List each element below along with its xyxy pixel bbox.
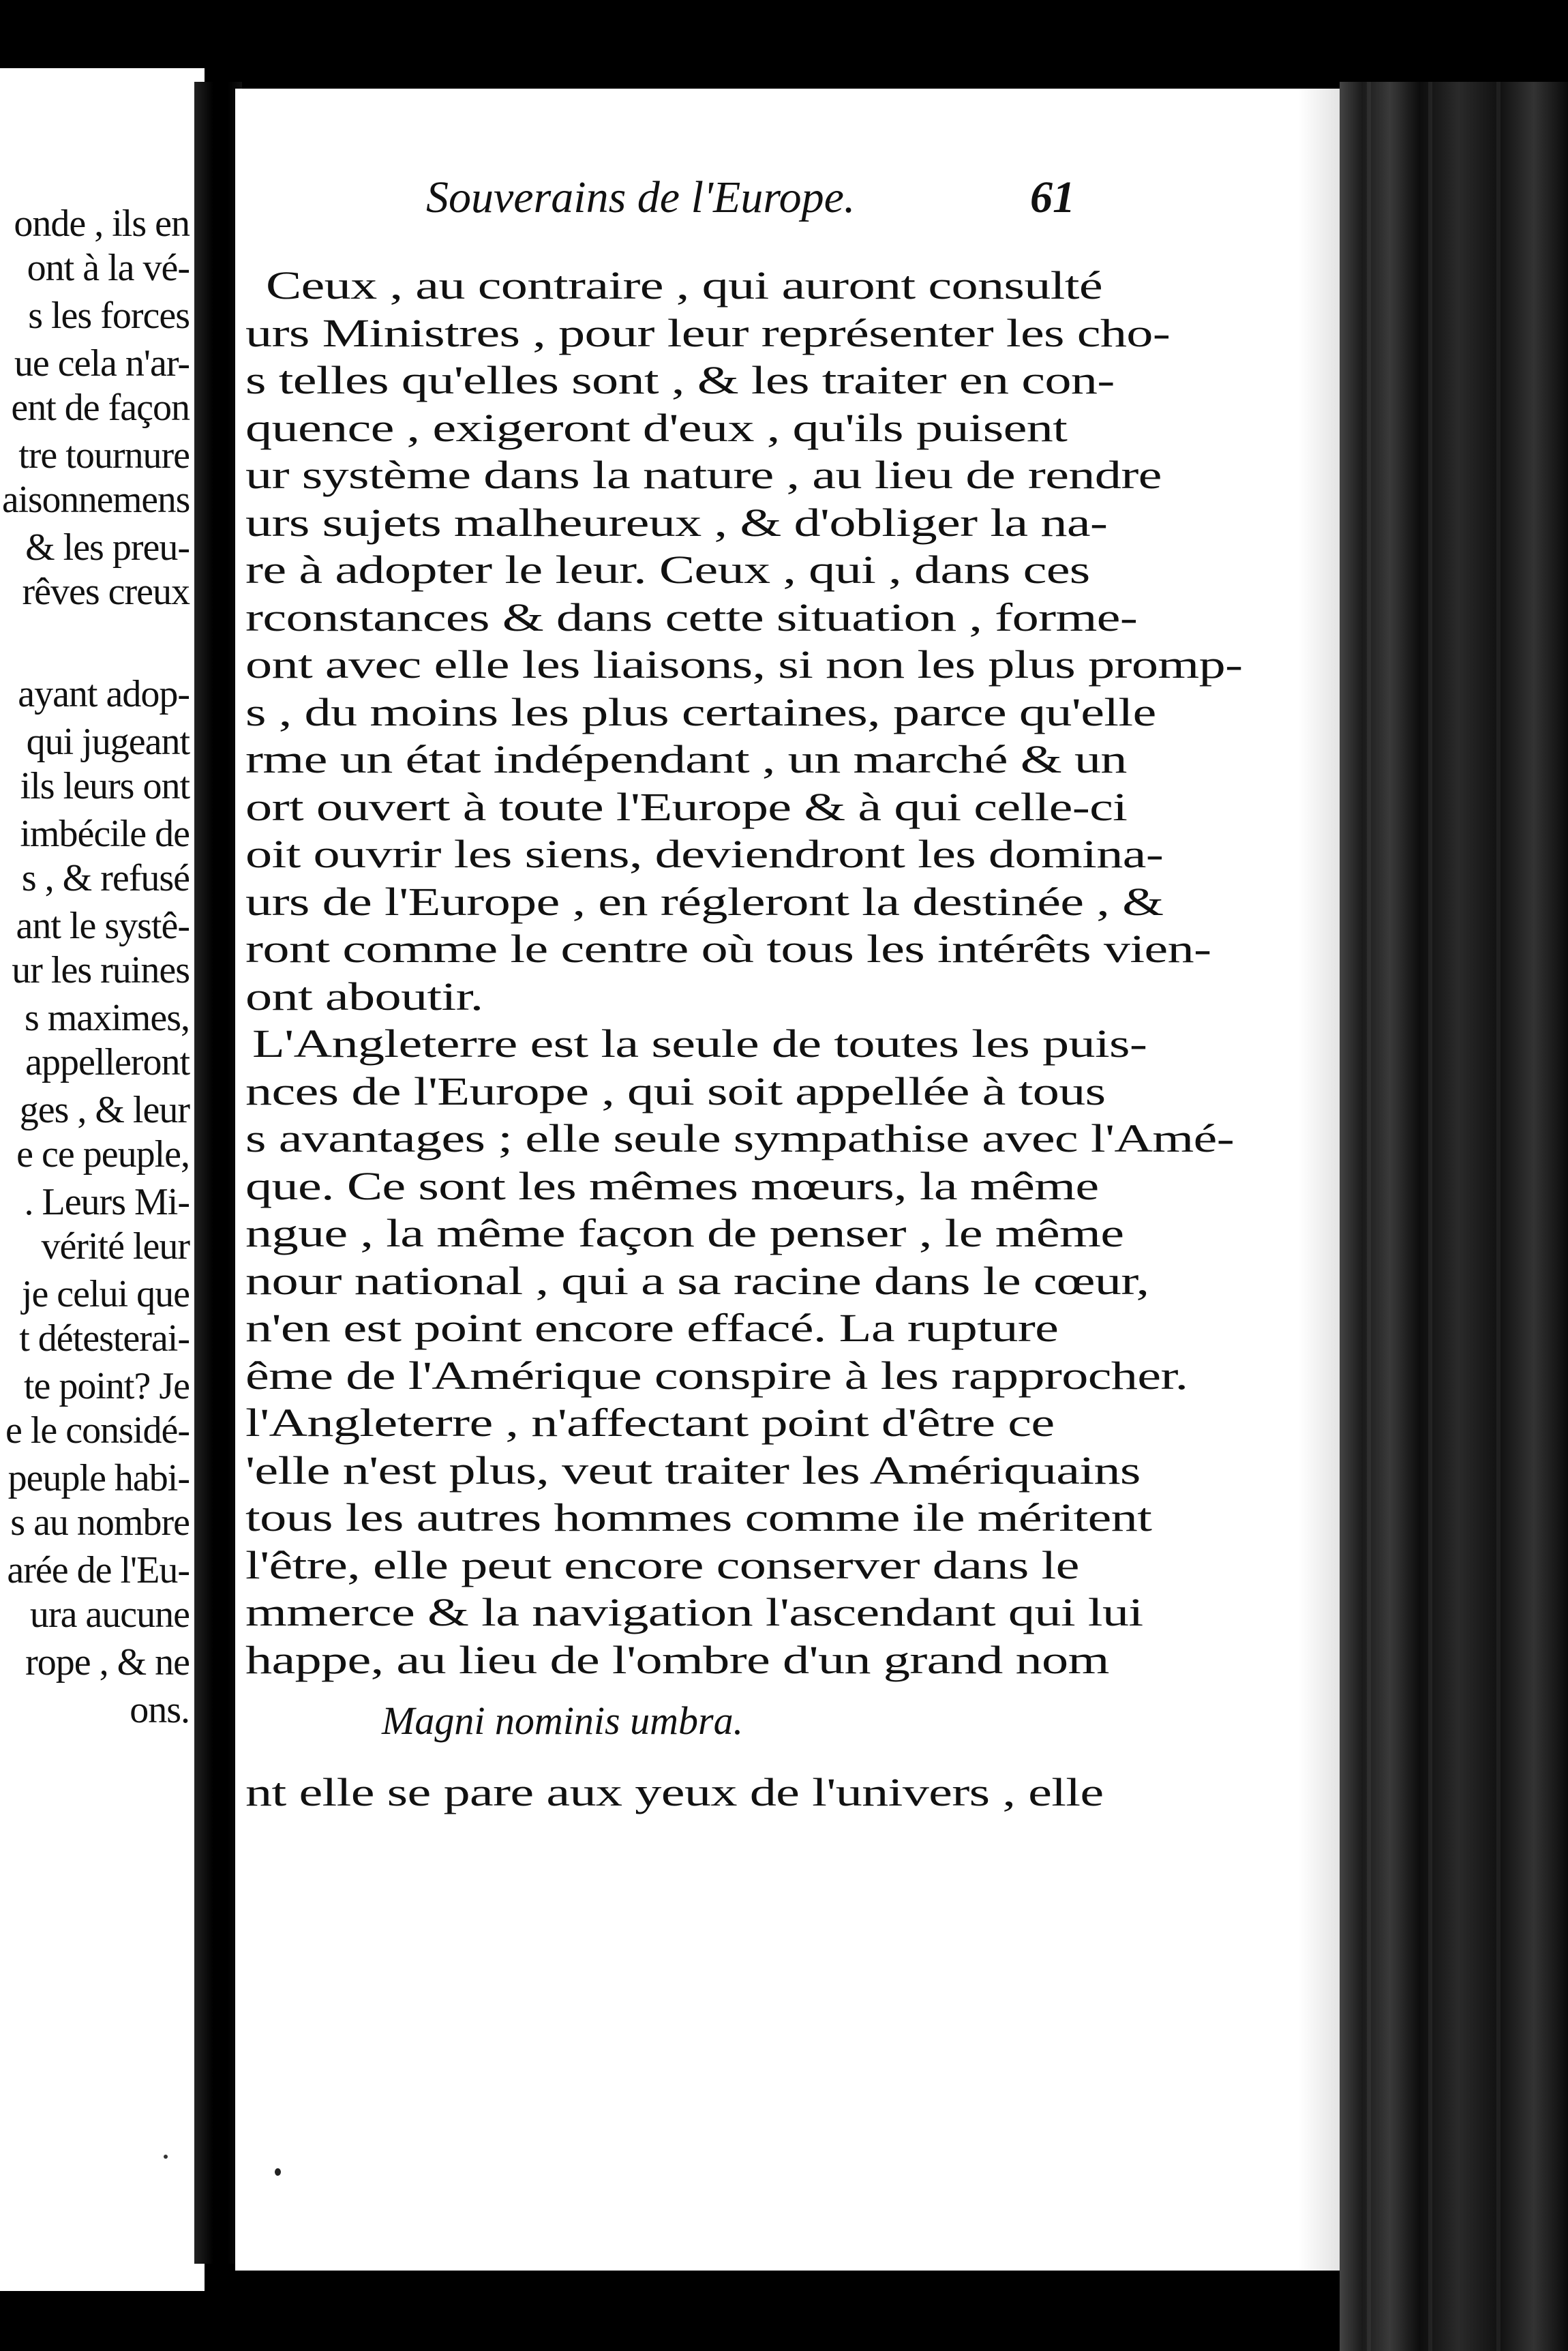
body-text-line: happe, au lieu de l'ombre d'un grand nom (245, 1638, 1109, 1682)
left-page-line: onde , ils en (14, 203, 190, 245)
body-text-line: ont aboutir. (245, 974, 483, 1019)
left-page-line: & les preu- (25, 526, 190, 569)
left-page-line: ges , & leur (19, 1089, 190, 1131)
ink-speck (164, 2155, 168, 2159)
left-page-line: arée de l'Eu- (7, 1549, 190, 1591)
body-text-line: oit ouvrir les siens, deviendront les domina- (245, 832, 1164, 876)
left-page-line: tre tournure (18, 434, 190, 477)
body-text-line: L'Angleterre est la seule de toutes les puis- (252, 1021, 1147, 1066)
left-page-line: peuple habi- (7, 1457, 190, 1499)
body-text-line: s avantages ; elle seule sympathise avec l'Amé- (245, 1116, 1234, 1160)
left-page-line: vérité leur (41, 1225, 190, 1268)
running-head: Souverains de l'Europe. (426, 173, 856, 222)
body-text-line: nces de l'Europe , qui soit appellée à tous (245, 1069, 1106, 1113)
left-page-line: ur les ruines (12, 949, 190, 991)
body-text-line: urs Ministres , pour leur représenter les cho- (245, 311, 1171, 355)
body-text-line: tous les autres hommes comme ile méritent (245, 1495, 1152, 1540)
binding-stripe (1367, 82, 1371, 2351)
latin-quote: Magni nominis umbra. (382, 1698, 744, 1743)
left-page-line: ura aucune (29, 1593, 190, 1636)
left-page-line: e ce peuple, (16, 1133, 190, 1176)
left-page-line: . Leurs Mi- (24, 1181, 190, 1223)
left-page-line: appelleront (25, 1041, 190, 1083)
body-text-line: quence , exigeront d'eux , qu'ils puisent (245, 406, 1068, 450)
left-page-line: rope , & ne (25, 1641, 190, 1683)
body-text-line: nt elle se pare aux yeux de l'univers , elle (245, 1770, 1104, 1814)
binding-stripe (1496, 82, 1501, 2351)
body-text-line: rme un état indépendant , un marché & un (245, 737, 1127, 781)
left-page-line: ils leurs ont (20, 765, 190, 807)
left-page-line: ue cela n'ar- (14, 342, 190, 385)
body-text-line: urs de l'Europe , en régleront la destinée , & (245, 880, 1164, 924)
body-text-line: s , du moins les plus certaines, parce qu'elle (245, 690, 1156, 734)
left-page-line: je celui que (21, 1273, 190, 1315)
body-text-line: Ceux , au contraire , qui auront consulté (266, 263, 1102, 308)
body-text-line: rconstances & dans cette situation , forme- (245, 595, 1138, 640)
binding-stripe (1428, 82, 1432, 2351)
body-text-line: ur système dans la nature , au lieu de rendre (245, 453, 1162, 497)
left-page-line: e le considé- (5, 1409, 190, 1452)
left-page-line: qui jugeant (26, 721, 190, 763)
body-text-line: 'elle n'est plus, veut traiter les Amériquains (245, 1448, 1141, 1493)
left-page-line: s , & refusé (21, 857, 190, 899)
body-text-line: l'être, elle peut encore conserver dans le (245, 1543, 1079, 1587)
left-page-line: rêves creux (22, 571, 190, 613)
body-text-line: ont avec elle les liaisons, si non les plus promp- (245, 642, 1243, 687)
left-page-line: ons. (130, 1689, 190, 1731)
left-page-line: s au nombre (10, 1501, 190, 1544)
body-text-line: ême de l'Amérique conspire à les rapprocher. (245, 1353, 1188, 1398)
page-number: 61 (1030, 173, 1075, 222)
right-page (235, 89, 1340, 2271)
body-text-line: ort ouvert à toute l'Europe & à qui celle-ci (245, 785, 1128, 829)
book-binding (1340, 82, 1568, 2351)
left-page-line: aisonnemens (1, 479, 190, 521)
left-page (0, 68, 205, 2291)
body-text-line: l'Angleterre , n'affectant point d'être ce (245, 1401, 1055, 1445)
body-text-line: urs sujets malheureux , & d'obliger la na- (245, 500, 1108, 545)
left-page-line: s les forces (28, 295, 190, 337)
body-text-line: nour national , qui a sa racine dans le cœur, (245, 1259, 1149, 1303)
body-text-line: n'en est point encore effacé. La rupture (245, 1306, 1059, 1350)
left-page-line: ant le systê- (16, 905, 190, 947)
left-page-line: ent de façon (11, 387, 190, 429)
body-text-line: ront comme le centre où tous les intérêts vien- (245, 927, 1211, 971)
left-page-line: ayant adop- (18, 673, 190, 715)
left-page-line: t détesterai- (19, 1317, 190, 1360)
body-text-line: que. Ce sont les mêmes mœurs, la même (245, 1164, 1099, 1208)
body-text-line: re à adopter le leur. Ceux , qui , dans ces (245, 548, 1090, 592)
left-page-line: ont à la vé- (27, 247, 190, 289)
ink-speck (275, 2168, 281, 2176)
left-page-line: te point? Je (23, 1365, 190, 1407)
body-text-line: mmerce & la navigation l'ascendant qui lui (245, 1590, 1143, 1634)
left-page-line: imbécile de (20, 813, 190, 855)
body-text-line: s telles qu'elles sont , & les traiter en con- (245, 358, 1115, 402)
body-text-line: ngue , la même façon de penser , le même (245, 1211, 1124, 1255)
left-page-line: s maximes, (25, 997, 190, 1039)
